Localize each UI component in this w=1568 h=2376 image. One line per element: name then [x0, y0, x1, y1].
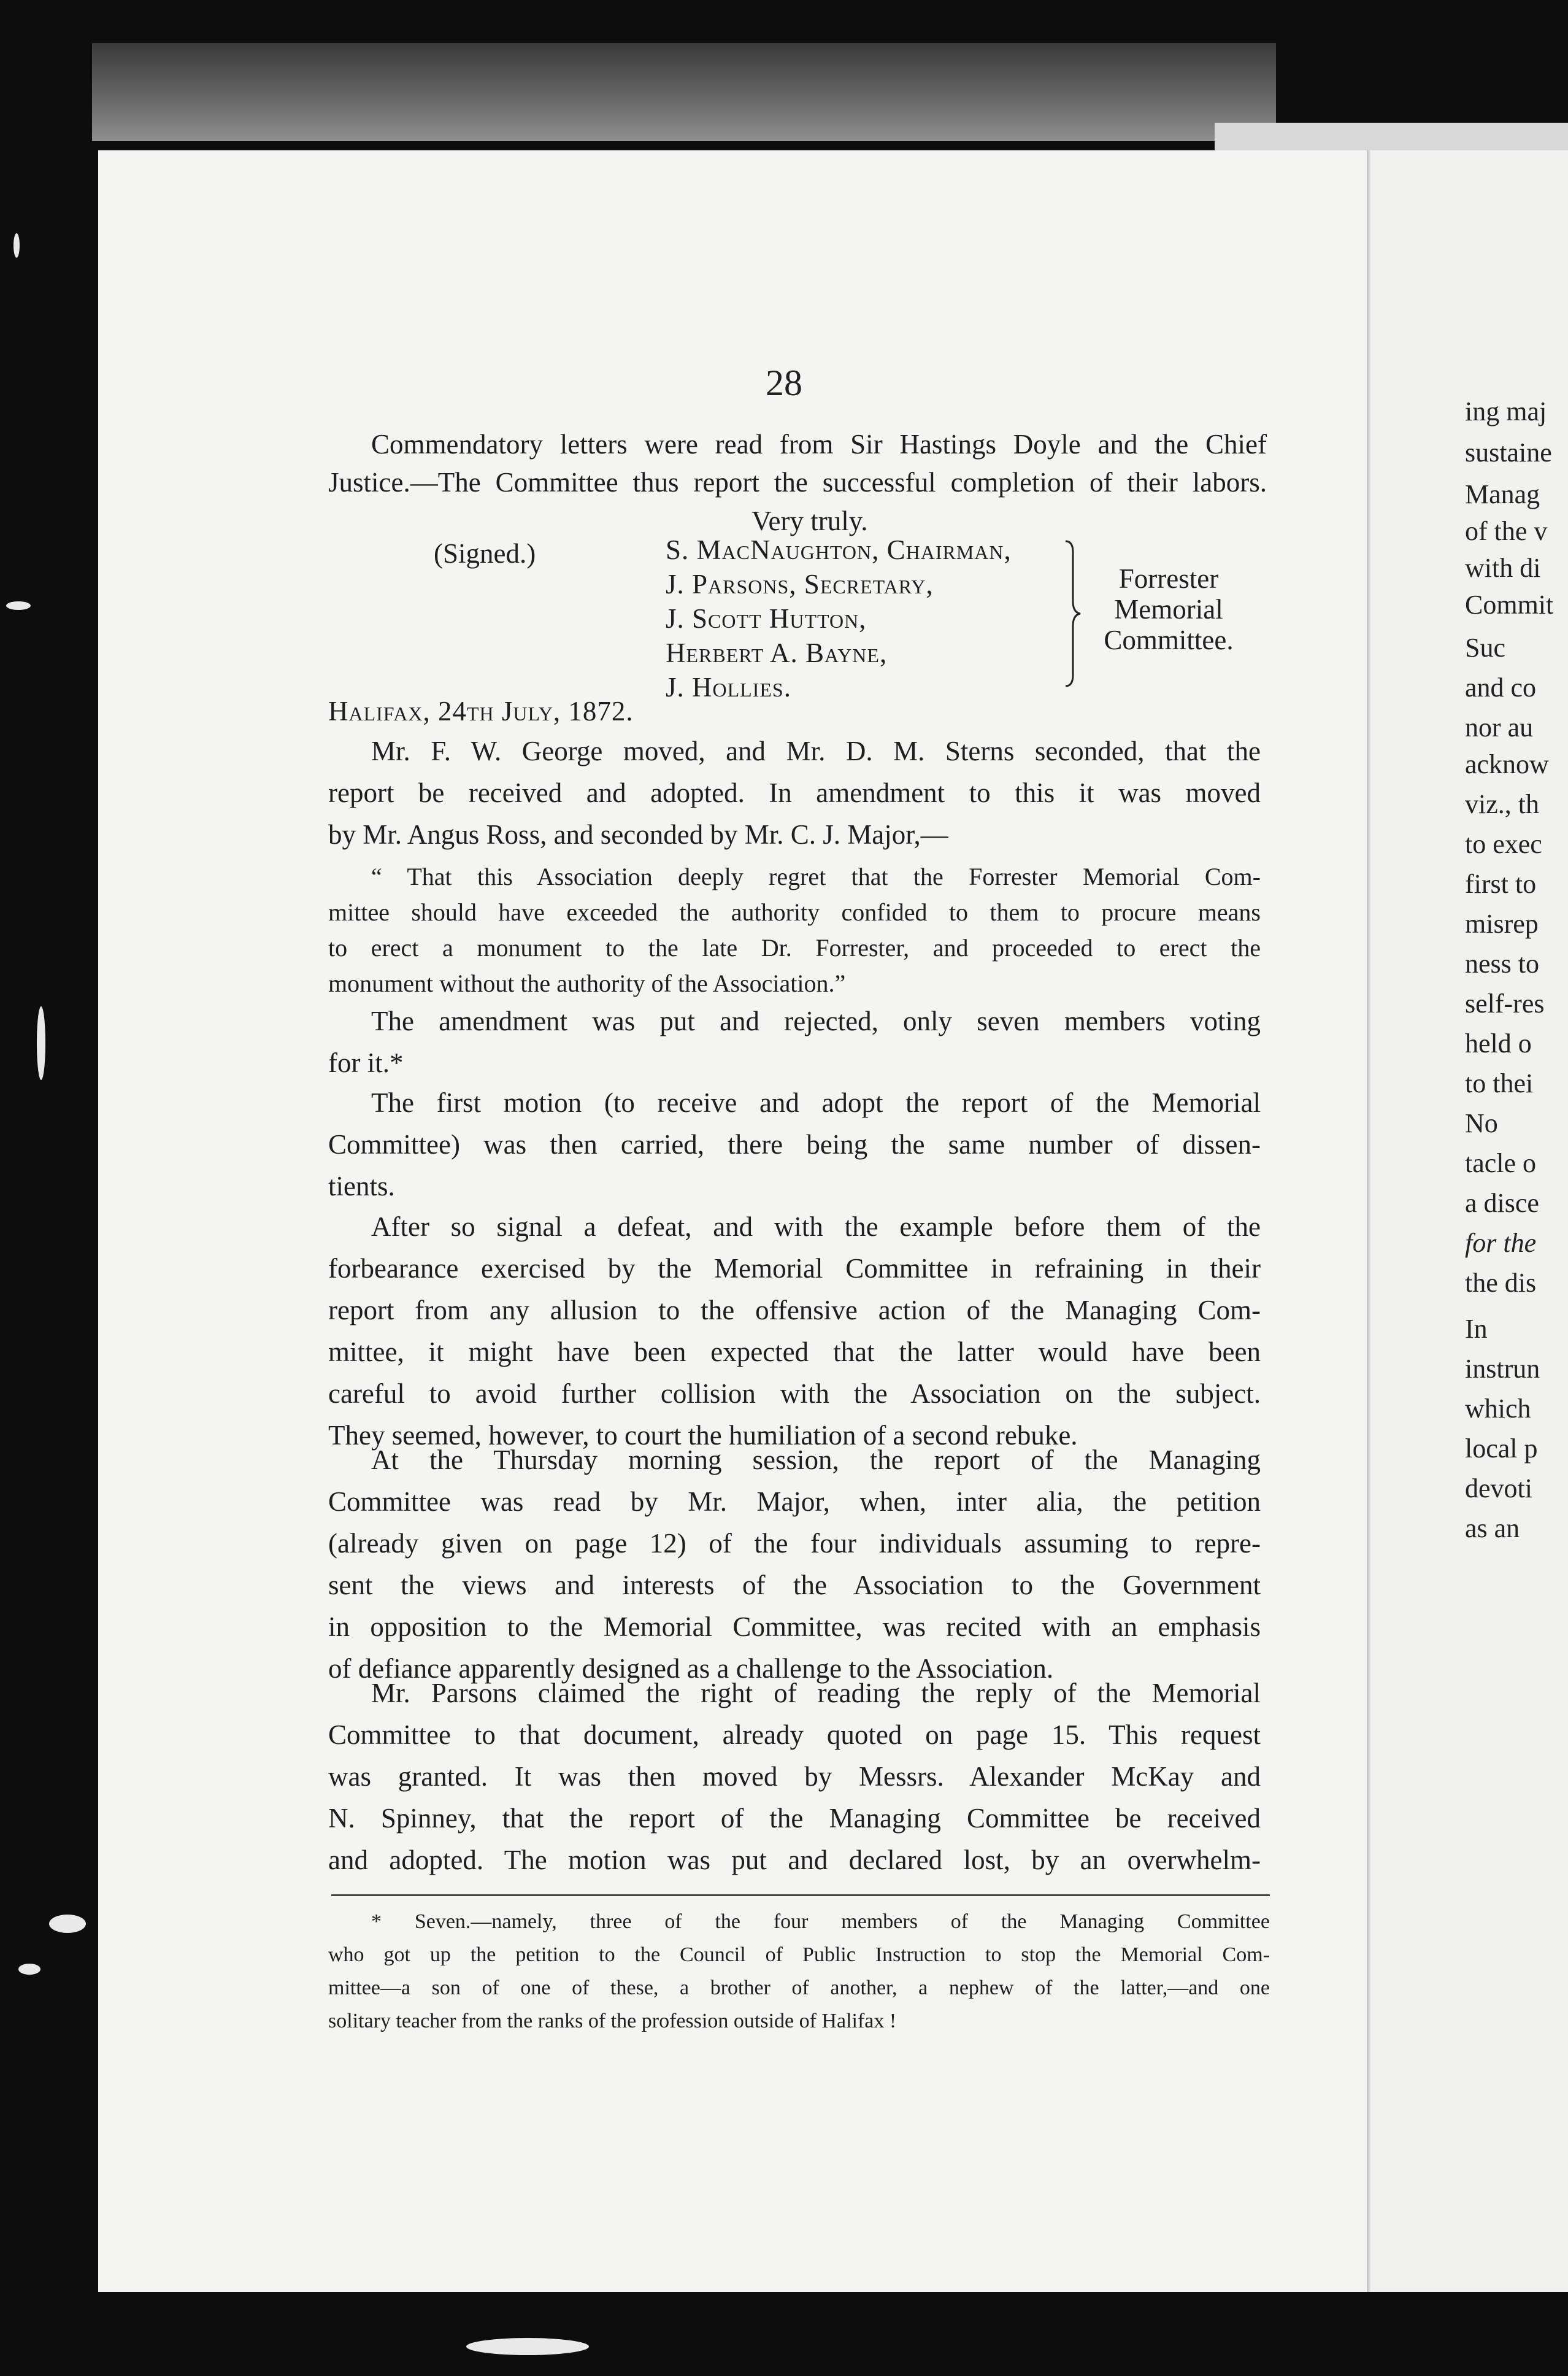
- text-line: of defiance apparently designed as a challenge to the Association.: [328, 1653, 1054, 1684]
- valediction: Very truly.: [751, 506, 868, 536]
- page-number: 28: [766, 363, 802, 403]
- text-line: At the Thursday morning session, the report of the Managing: [371, 1444, 1261, 1475]
- fragment-line: first to: [1465, 869, 1537, 899]
- fragment-line: to thei: [1465, 1068, 1534, 1098]
- committee-label-line: Committee.: [1104, 625, 1234, 655]
- fragment-line: misrep: [1465, 909, 1539, 939]
- signatory-brace: [1064, 540, 1083, 687]
- text-line: to erect a monument to the late Dr. Forrester, and proceeded to erect the: [328, 934, 1261, 962]
- signatory: Herbert A. Bayne,: [666, 638, 888, 668]
- text-line: sent the views and interests of the Association to the Government: [328, 1570, 1261, 1600]
- fragment-line: instrun: [1465, 1354, 1540, 1384]
- fragment-line: with di: [1465, 553, 1541, 583]
- signatory: J. Hollies.: [666, 672, 791, 703]
- fragment-line: nor au: [1465, 712, 1534, 742]
- fragment-line: held o: [1465, 1028, 1532, 1059]
- scan-speck: [13, 233, 20, 258]
- fragment-line: ing maj: [1465, 396, 1547, 426]
- text-line: forbearance exercised by the Memorial Committee in refraining in their: [328, 1253, 1261, 1284]
- fragment-line: as an: [1465, 1513, 1520, 1543]
- text-line: Justice.—The Committee thus report the successful completion of their labors.: [328, 467, 1267, 498]
- signatory: J. Parsons, Secretary,: [666, 569, 934, 600]
- text-line: Mr. F. W. George moved, and Mr. D. M. Sterns seconded, that the: [371, 736, 1261, 766]
- signed-label: (Signed.): [434, 538, 536, 569]
- text-line: who got up the petition to the Council of Public Instruction to stop the Memorial Com-: [328, 1943, 1270, 1966]
- fragment-line: for the: [1465, 1228, 1537, 1258]
- text-line: After so signal a defeat, and with the example before them of the: [371, 1211, 1261, 1242]
- fragment-line: Commit: [1465, 590, 1554, 620]
- text-line: Committee to that document, already quoted on page 15. This request: [328, 1719, 1261, 1750]
- text-line: monument without the authority of the Association.”: [328, 970, 846, 997]
- fragment-line: which: [1465, 1394, 1531, 1424]
- fragment-line: Suc: [1465, 633, 1505, 663]
- committee-label: [1098, 563, 1239, 655]
- text-line: tients.: [328, 1171, 395, 1202]
- text-line: Mr. Parsons claimed the right of reading the reply of the Memorial: [371, 1678, 1261, 1708]
- scan-speck: [18, 1964, 40, 1975]
- text-line: N. Spinney, that the report of the Managing Committee be received: [328, 1803, 1261, 1834]
- committee-label-line: Forrester: [1118, 563, 1219, 594]
- text-line: mittee, it might have been expected that the latter would have been: [328, 1336, 1261, 1367]
- text-line: careful to avoid further collision with the Association on the subject.: [328, 1378, 1261, 1409]
- fragment-line: a disce: [1465, 1188, 1539, 1218]
- text-line: solitary teacher from the ranks of the profession outside of Halifax !: [328, 2010, 897, 2032]
- text-line: They seemed, however, to court the humiliation of a second rebuke.: [328, 1420, 1078, 1451]
- footnote-rule: [331, 1894, 1270, 1896]
- text-line: The amendment was put and rejected, only seven members voting: [371, 1006, 1261, 1036]
- scan-top-margin: [92, 43, 1276, 141]
- fragment-line: and co: [1465, 673, 1537, 703]
- fragment-line: acknow: [1465, 749, 1549, 779]
- text-line: Committee) was then carried, there being the same number of dissen-: [328, 1129, 1261, 1160]
- dateline: Halifax, 24th July, 1872.: [328, 696, 634, 727]
- committee-label-line: Memorial: [1114, 594, 1223, 625]
- text-line: was granted. It was then moved by Messrs. Alexander McKay and: [328, 1761, 1261, 1792]
- scan-speck: [49, 1915, 86, 1933]
- signatory: S. MacNaughton, Chairman,: [666, 534, 1012, 565]
- text-line: mittee—a son of one of these, a brother of another, a nephew of the latter,—and one: [328, 1977, 1270, 1999]
- text-line: for it.*: [328, 1047, 404, 1078]
- text-line: and adopted. The motion was put and declared lost, by an overwhelm-: [328, 1845, 1261, 1875]
- text-line: mittee should have exceeded the authority confided to them to procure means: [328, 898, 1261, 926]
- right-page: [1368, 150, 1568, 2292]
- text-line: report from any allusion to the offensive action of the Managing Com-: [328, 1295, 1261, 1325]
- fragment-line: Manag: [1465, 479, 1540, 509]
- fragment-line: to exec: [1465, 829, 1542, 859]
- page-gutter: [1367, 150, 1370, 2292]
- fragment-line: No: [1465, 1108, 1498, 1138]
- scan-speck: [37, 1006, 45, 1080]
- scan-speck: [466, 2338, 589, 2355]
- text-line: Commendatory letters were read from Sir Hastings Doyle and the Chief: [371, 429, 1267, 460]
- fragment-line: local p: [1465, 1433, 1538, 1464]
- fragment-line: of the v: [1465, 516, 1548, 546]
- fragment-line: In: [1465, 1314, 1488, 1344]
- text-line: * Seven.—namely, three of the four members of the Managing Committee: [371, 1910, 1270, 1933]
- text-line: “ That this Association deeply regret that the Forrester Memorial Com-: [371, 863, 1261, 890]
- text-line: report be received and adopted. In amendment to this it was moved: [328, 777, 1261, 808]
- text-line: Committee was read by Mr. Major, when, inter alia, the petition: [328, 1486, 1261, 1517]
- fragment-line: ness to: [1465, 949, 1539, 979]
- fragment-line: viz., th: [1465, 789, 1539, 819]
- fragment-line: the dis: [1465, 1268, 1537, 1298]
- text-line: by Mr. Angus Ross, and seconded by Mr. C. J. Major,—: [328, 819, 948, 850]
- scan-speck: [6, 601, 31, 610]
- text-line: The first motion (to receive and adopt the report of the Memorial: [371, 1087, 1261, 1118]
- text-line: in opposition to the Memorial Committee, was recited with an emphasis: [328, 1611, 1261, 1642]
- fragment-line: sustaine: [1465, 438, 1552, 468]
- fragment-line: tacle o: [1465, 1148, 1537, 1178]
- fragment-line: devoti: [1465, 1473, 1532, 1503]
- fragment-line: self-res: [1465, 989, 1545, 1019]
- text-line: (already given on page 12) of the four individuals assuming to repre-: [328, 1528, 1261, 1559]
- signatory: J. Scott Hutton,: [666, 603, 867, 634]
